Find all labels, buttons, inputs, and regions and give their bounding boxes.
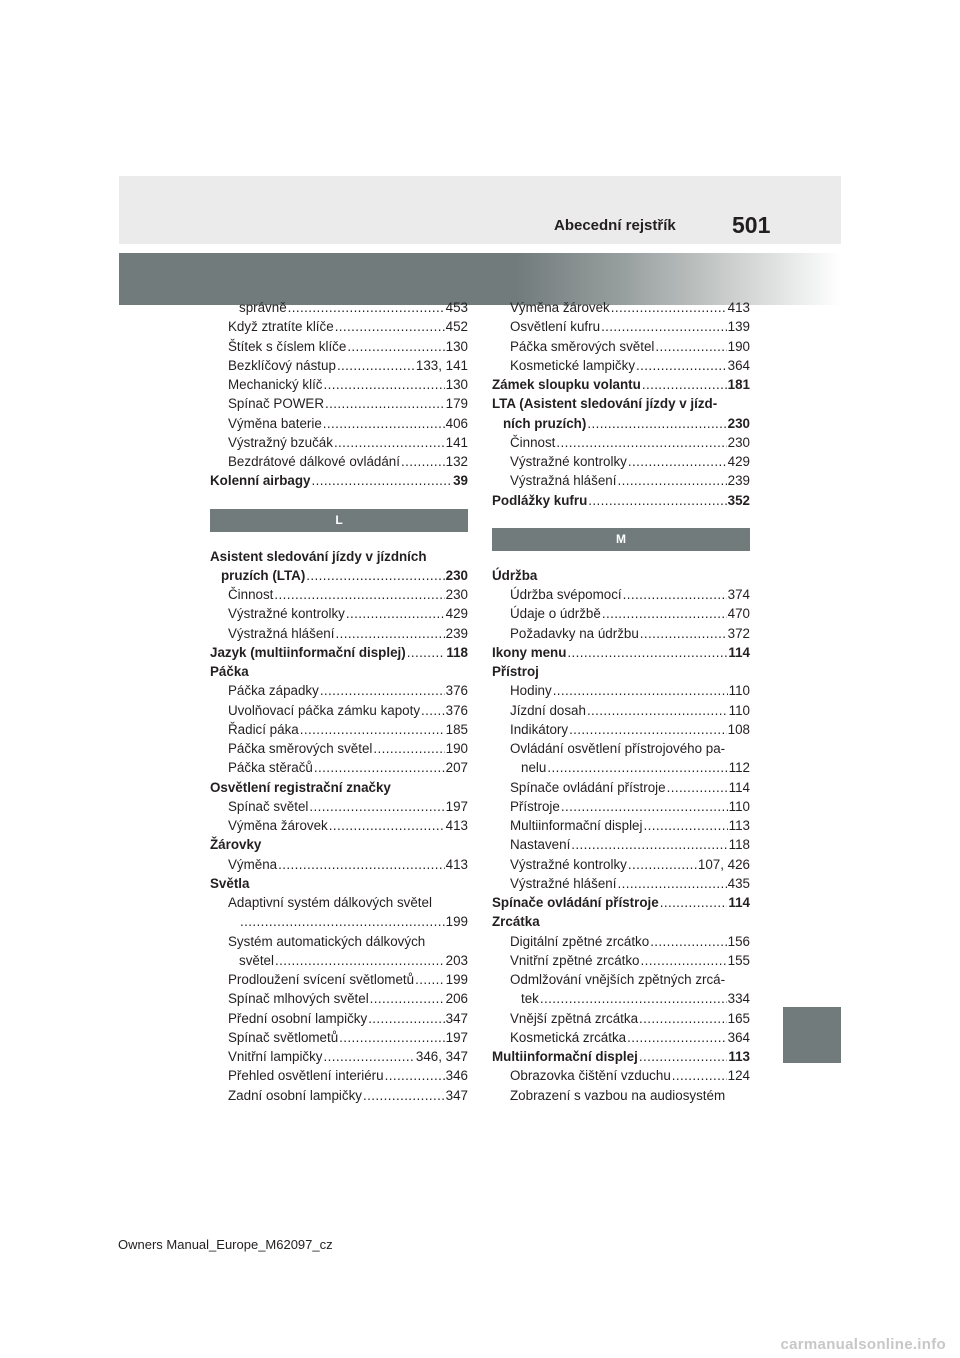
- entry-page-ref: 113: [728, 818, 750, 833]
- entry-page-ref: 347: [445, 1010, 468, 1026]
- dot-leader: [588, 491, 726, 510]
- entry-term: Přístroje: [510, 798, 560, 814]
- dot-leader: [561, 797, 728, 816]
- dot-leader: [623, 585, 727, 604]
- entry-term: Zámek sloupku volantu: [492, 377, 641, 392]
- entry-term: LTA (Asistent sledování jízdy v jízd-: [492, 396, 718, 412]
- dot-leader: [569, 720, 727, 739]
- dot-leader: [278, 855, 445, 874]
- dot-leader: [636, 356, 727, 375]
- dot-leader: [407, 643, 446, 662]
- dot-leader: [240, 912, 445, 931]
- entry-term: Údržba svépomocí: [510, 587, 622, 602]
- entry-term: Spínač světel: [228, 798, 309, 814]
- entry-page-ref: 230: [445, 567, 468, 583]
- entry-page-ref: 190: [727, 338, 750, 354]
- index-entry: [210, 816, 468, 835]
- index-entry: [492, 1028, 750, 1047]
- dot-leader: [334, 433, 445, 452]
- entry-term: Hodiny: [510, 683, 552, 699]
- dot-leader: [370, 989, 445, 1008]
- dot-leader: [339, 1028, 444, 1047]
- dot-leader: [306, 566, 444, 585]
- dot-leader: [655, 337, 726, 356]
- dot-leader: [587, 701, 728, 720]
- index-entry: [210, 643, 468, 662]
- dot-leader: [373, 739, 444, 758]
- entry-page-ref: 230: [445, 587, 468, 602]
- entry-page-ref: 199: [445, 972, 468, 987]
- index-entry: [492, 989, 750, 1008]
- entry-term: Spínač světlometů: [228, 1029, 339, 1045]
- entry-term: Výstražné kontrolky: [510, 856, 627, 872]
- index-entry: [492, 433, 750, 452]
- index-entry: [210, 356, 468, 375]
- watermark: carmanualsonline.info: [780, 1336, 946, 1353]
- dot-leader: [640, 624, 727, 643]
- entry-page-ref: 124: [727, 1068, 750, 1084]
- entry-term: Páčka: [210, 664, 249, 679]
- entry-term: ních pruzích): [503, 415, 587, 431]
- dot-leader: [368, 1009, 444, 1028]
- index-entry: [492, 452, 750, 471]
- entry-term: Páčka směrových světel: [510, 338, 655, 354]
- index-entry: [210, 951, 468, 970]
- dot-leader: [275, 951, 445, 970]
- entry-term: Systém automatických dálkových: [228, 933, 426, 949]
- dot-leader: [415, 970, 445, 989]
- dot-leader: [547, 758, 727, 777]
- index-entry: [210, 758, 468, 777]
- entry-page-ref: 239: [445, 625, 468, 641]
- entry-term: Výměna žárovek: [510, 300, 610, 315]
- dot-leader: [667, 778, 728, 797]
- index-entry: [492, 720, 750, 739]
- entry-page-ref: 374: [727, 587, 750, 602]
- index-entry: [210, 1086, 468, 1105]
- index-entry: [210, 471, 468, 490]
- dot-leader: [325, 394, 445, 413]
- entry-term: správně: [239, 300, 287, 315]
- index-column-left: [210, 298, 468, 1105]
- entry-term: Výstražné hlášení: [510, 875, 617, 891]
- manual-footer: Owners Manual_Europe_M62097_cz: [118, 1237, 333, 1252]
- entry-page-ref: 118: [728, 837, 750, 853]
- dot-leader: [627, 1028, 727, 1047]
- index-entry: [210, 778, 468, 797]
- index-entry: [492, 317, 750, 336]
- index-entry: [492, 1047, 750, 1066]
- index-entry: [492, 912, 750, 931]
- entry-page-ref: 114: [728, 895, 750, 910]
- index-entry: [492, 604, 750, 623]
- dot-leader: [639, 1047, 728, 1066]
- entry-term: nelu: [521, 760, 547, 776]
- entry-page-ref: 230: [727, 434, 750, 450]
- dot-leader: [643, 816, 727, 835]
- index-entry: [492, 624, 750, 643]
- index-entry: [210, 452, 468, 471]
- entry-term: Kolenní airbagy: [210, 473, 311, 489]
- entry-page-ref: 364: [727, 1029, 750, 1045]
- index-entry: [210, 835, 468, 854]
- entry-term: tek: [521, 991, 539, 1007]
- entry-page-ref: 110: [728, 702, 750, 718]
- dot-leader: [639, 1009, 727, 1028]
- entry-page-ref: 197: [445, 1029, 468, 1045]
- entry-term: Výstražné kontrolky: [510, 454, 627, 469]
- dot-leader: [363, 1086, 445, 1105]
- entry-term: Osvětlení kufru: [510, 319, 601, 335]
- index-entry: [492, 681, 750, 700]
- index-entry: [492, 356, 750, 375]
- entry-term: Spínače ovládání přístroje: [492, 895, 659, 910]
- entry-page-ref: 114: [728, 644, 750, 660]
- entry-page-ref: 185: [445, 721, 468, 737]
- entry-term: Prodloužení svícení světlometů: [228, 972, 415, 987]
- entry-page-ref: 239: [727, 473, 750, 489]
- dot-leader: [347, 337, 444, 356]
- entry-term: Adaptivní systém dálkových světel: [228, 895, 432, 910]
- entry-term: Výstražná hlášení: [510, 473, 617, 489]
- entry-page-ref: 130: [445, 338, 468, 354]
- index-entry: [492, 585, 750, 604]
- dot-leader: [571, 835, 727, 854]
- entry-term: Žárovky: [210, 837, 262, 853]
- entry-term: Řadicí páka: [228, 721, 299, 737]
- index-entry: [210, 701, 468, 720]
- entry-term: Kosmetická zrcátka: [510, 1029, 627, 1045]
- index-entry: [210, 298, 468, 317]
- index-entry: [492, 932, 750, 951]
- index-entry: [210, 739, 468, 758]
- entry-term: Ikony menu: [492, 644, 567, 660]
- dot-leader: [329, 816, 445, 835]
- index-entry: [210, 893, 468, 912]
- dot-leader: [401, 452, 445, 471]
- entry-term: Jízdní dosah: [510, 702, 586, 718]
- index-entry: [492, 893, 750, 912]
- dot-leader: [567, 643, 727, 662]
- entry-page-ref: 206: [445, 991, 468, 1007]
- entry-term: Vnitřní zpětné zrcátko: [510, 952, 640, 968]
- entry-page-ref: 376: [445, 702, 468, 718]
- dot-leader: [274, 585, 444, 604]
- index-entry: [210, 566, 468, 585]
- index-entry: [210, 1009, 468, 1028]
- index-entry: [210, 874, 468, 893]
- entry-term: Údržba: [492, 567, 538, 583]
- dot-leader: [324, 1047, 415, 1066]
- entry-page-ref: 352: [727, 492, 750, 508]
- entry-page-ref: 114: [728, 779, 750, 795]
- entry-page-ref: 39: [453, 473, 468, 489]
- entry-page-ref: 413: [445, 818, 468, 833]
- dot-leader: [335, 317, 445, 336]
- entry-term: Přehled osvětlení interiéru: [228, 1068, 384, 1084]
- entry-term: pruzích (LTA): [221, 567, 306, 583]
- entry-page-ref: 133, 141: [415, 357, 468, 373]
- entry-term: Spínač mlhových světel: [228, 991, 369, 1007]
- index-entry: [492, 394, 750, 413]
- entry-term: Světla: [210, 875, 250, 891]
- dot-leader: [642, 375, 727, 394]
- index-entry: [210, 662, 468, 681]
- entry-term: Výměna: [228, 856, 278, 872]
- index-entry: [492, 566, 750, 585]
- index-entry: [492, 643, 750, 662]
- index-entry: [492, 375, 750, 394]
- dot-leader: [628, 452, 727, 471]
- entry-page-ref: 347: [445, 1087, 468, 1103]
- index-entry: [210, 932, 468, 951]
- index-entry: [492, 951, 750, 970]
- dot-leader: [556, 433, 726, 452]
- dot-leader: [601, 317, 727, 336]
- entry-term: Výstražná hlášení: [228, 625, 335, 641]
- index-entry: [492, 778, 750, 797]
- entry-page-ref: 199: [445, 914, 468, 930]
- index-entry: [492, 797, 750, 816]
- dot-leader: [320, 681, 445, 700]
- entry-term: Výměna žárovek: [228, 818, 328, 833]
- index-entry: [210, 433, 468, 452]
- page-number: 501: [732, 212, 771, 238]
- entry-page-ref: 453: [445, 300, 468, 315]
- dot-leader: [288, 298, 445, 317]
- entry-term: Zadní osobní lampičky: [228, 1087, 362, 1103]
- index-entry: [492, 739, 750, 758]
- entry-term: Přístroj: [492, 664, 539, 679]
- entry-term: Když ztratíte klíče: [228, 319, 334, 335]
- dot-leader: [309, 797, 444, 816]
- entry-page-ref: 413: [445, 856, 468, 872]
- dot-leader: [421, 701, 445, 720]
- index-column-right: [492, 298, 750, 1105]
- index-entry: [210, 585, 468, 604]
- dot-leader: [323, 414, 445, 433]
- entry-page-ref: 413: [727, 300, 750, 315]
- entry-term: Kosmetické lampičky: [510, 357, 636, 373]
- entry-term: Štítek s číslem klíče: [228, 338, 347, 354]
- entry-page-ref: 346, 347: [415, 1049, 468, 1064]
- entry-term: Činnost: [228, 587, 274, 602]
- dot-leader: [335, 624, 444, 643]
- index-entry: [210, 989, 468, 1008]
- section-title: Abecední rejstřík: [554, 217, 676, 234]
- entry-page-ref: 429: [727, 454, 750, 469]
- entry-term: Vnitřní lampičky: [228, 1049, 323, 1064]
- entry-term: Multiinformační displej: [492, 1049, 638, 1064]
- entry-page-ref: 110: [728, 683, 750, 699]
- dot-leader: [617, 471, 726, 490]
- entry-page-ref: 108: [727, 721, 750, 737]
- index-entry: [210, 681, 468, 700]
- entry-page-ref: 130: [445, 377, 468, 392]
- entry-page-ref: 376: [445, 683, 468, 699]
- dot-leader: [641, 951, 727, 970]
- index-entry: [492, 816, 750, 835]
- dot-leader: [587, 414, 726, 433]
- entry-page-ref: 190: [445, 741, 468, 756]
- entry-page-ref: 181: [727, 377, 750, 392]
- dot-leader: [672, 1066, 727, 1085]
- index-entry: [492, 337, 750, 356]
- index-entry: [210, 414, 468, 433]
- index-entry: [492, 758, 750, 777]
- dot-leader: [300, 720, 445, 739]
- entry-term: Páčka stěračů: [228, 760, 313, 776]
- entry-term: Zrcátka: [492, 914, 540, 930]
- dot-leader: [314, 758, 445, 777]
- letter-section-header: M: [492, 528, 750, 551]
- entry-page-ref: 107, 426: [697, 856, 750, 872]
- dot-leader: [346, 604, 445, 623]
- entry-page-ref: 113: [728, 1049, 750, 1064]
- index-entry: [492, 491, 750, 510]
- index-entry: [492, 701, 750, 720]
- entry-term: Činnost: [510, 434, 556, 450]
- entry-page-ref: 452: [445, 319, 468, 335]
- entry-term: Odmlžování vnějších zpětných zrcá-: [510, 972, 726, 987]
- entry-term: Multiinformační displej: [510, 818, 643, 833]
- entry-term: Zobrazení s vazbou na audiosystém: [510, 1087, 726, 1103]
- dot-leader: [324, 375, 445, 394]
- index-entry: [492, 471, 750, 490]
- index-entry: [210, 604, 468, 623]
- entry-term: Digitální zpětné zrcátko: [510, 933, 650, 949]
- dot-leader: [602, 604, 727, 623]
- index-entry: [210, 317, 468, 336]
- entry-page-ref: 207: [445, 760, 468, 776]
- entry-term: Mechanický klíč: [228, 377, 323, 392]
- entry-term: Obrazovka čištění vzduchu: [510, 1068, 671, 1084]
- entry-page-ref: 346: [445, 1068, 468, 1084]
- entry-page-ref: 197: [445, 798, 468, 814]
- index-entry: [210, 547, 468, 566]
- dot-leader: [650, 932, 726, 951]
- entry-term: Bezklíčový nástup: [228, 357, 336, 373]
- entry-page-ref: 139: [727, 319, 750, 335]
- index-entry: [210, 1066, 468, 1085]
- entry-page-ref: 203: [445, 952, 468, 968]
- index-entry: [210, 337, 468, 356]
- entry-term: Požadavky na údržbu: [510, 625, 639, 641]
- dot-leader: [311, 471, 452, 490]
- dot-leader: [337, 356, 415, 375]
- index-entry: [492, 874, 750, 893]
- index-entry: [210, 375, 468, 394]
- entry-page-ref: 179: [445, 396, 468, 412]
- entry-term: Páčka směrových světel: [228, 741, 373, 756]
- entry-page-ref: 118: [446, 644, 468, 660]
- index-entry: [492, 1009, 750, 1028]
- index-entry: [492, 662, 750, 681]
- entry-term: Výstražné kontrolky: [228, 606, 345, 622]
- index-entry: [492, 855, 750, 874]
- entry-page-ref: 112: [728, 760, 750, 776]
- index-entry: [492, 298, 750, 317]
- entry-page-ref: 429: [445, 606, 468, 622]
- index-entry: [492, 835, 750, 854]
- entry-term: Ovládání osvětlení přístrojového pa-: [510, 741, 726, 756]
- entry-page-ref: 334: [727, 991, 750, 1007]
- entry-page-ref: 110: [728, 798, 750, 814]
- entry-term: Spínač POWER: [228, 396, 324, 412]
- entry-term: Výměna baterie: [228, 415, 322, 431]
- dot-leader: [540, 989, 727, 1008]
- entry-term: Údaje o údržbě: [510, 606, 601, 622]
- index-entry: [492, 1086, 750, 1105]
- entry-page-ref: 141: [445, 434, 468, 450]
- dot-leader: [385, 1066, 445, 1085]
- entry-term: Uvolňovací páčka zámku kapoty: [228, 702, 421, 718]
- entry-term: Osvětlení registrační značky: [210, 779, 391, 795]
- entry-term: světel: [239, 952, 274, 968]
- index-entry: [210, 1028, 468, 1047]
- entry-term: Výstražný bzučák: [228, 434, 333, 450]
- entry-page-ref: 364: [727, 357, 750, 373]
- entry-page-ref: 132: [445, 454, 468, 469]
- index-entry: [210, 394, 468, 413]
- index-entry: [210, 797, 468, 816]
- entry-term: Spínače ovládání přístroje: [510, 779, 666, 795]
- dot-leader: [611, 298, 727, 317]
- entry-term: Bezdrátové dálkové ovládání: [228, 454, 400, 469]
- entry-page-ref: 435: [727, 875, 750, 891]
- dot-leader: [660, 893, 728, 912]
- chapter-tab: [783, 1007, 841, 1063]
- index-entry: [492, 970, 750, 989]
- index-entry: [210, 855, 468, 874]
- entry-page-ref: 156: [727, 933, 750, 949]
- entry-page-ref: 470: [727, 606, 750, 622]
- dot-leader: [617, 874, 726, 893]
- index-entry: [210, 970, 468, 989]
- index-entry: [492, 414, 750, 433]
- entry-term: Vnější zpětná zrcátka: [510, 1010, 639, 1026]
- dot-leader: [628, 855, 697, 874]
- entry-term: Nastavení: [510, 837, 571, 853]
- letter-section-header: L: [210, 509, 468, 532]
- entry-page-ref: 372: [727, 625, 750, 641]
- index-entry: [210, 720, 468, 739]
- index-entry: [492, 1066, 750, 1085]
- entry-page-ref: 406: [445, 415, 468, 431]
- index-entry: [210, 624, 468, 643]
- entry-term: Páčka západky: [228, 683, 319, 699]
- entry-term: Přední osobní lampičky: [228, 1010, 368, 1026]
- index-entry: [210, 1047, 468, 1066]
- index-entry: [210, 912, 468, 931]
- entry-page-ref: 165: [727, 1010, 750, 1026]
- entry-term: Jazyk (multiinformační displej): [210, 644, 406, 660]
- entry-page-ref: 230: [727, 415, 750, 431]
- entry-term: Podlážky kufru: [492, 492, 588, 508]
- entry-term: Asistent sledování jízdy v jízdních: [210, 548, 427, 564]
- entry-page-ref: 155: [727, 952, 750, 968]
- dot-leader: [553, 681, 728, 700]
- entry-term: Indikátory: [510, 721, 569, 737]
